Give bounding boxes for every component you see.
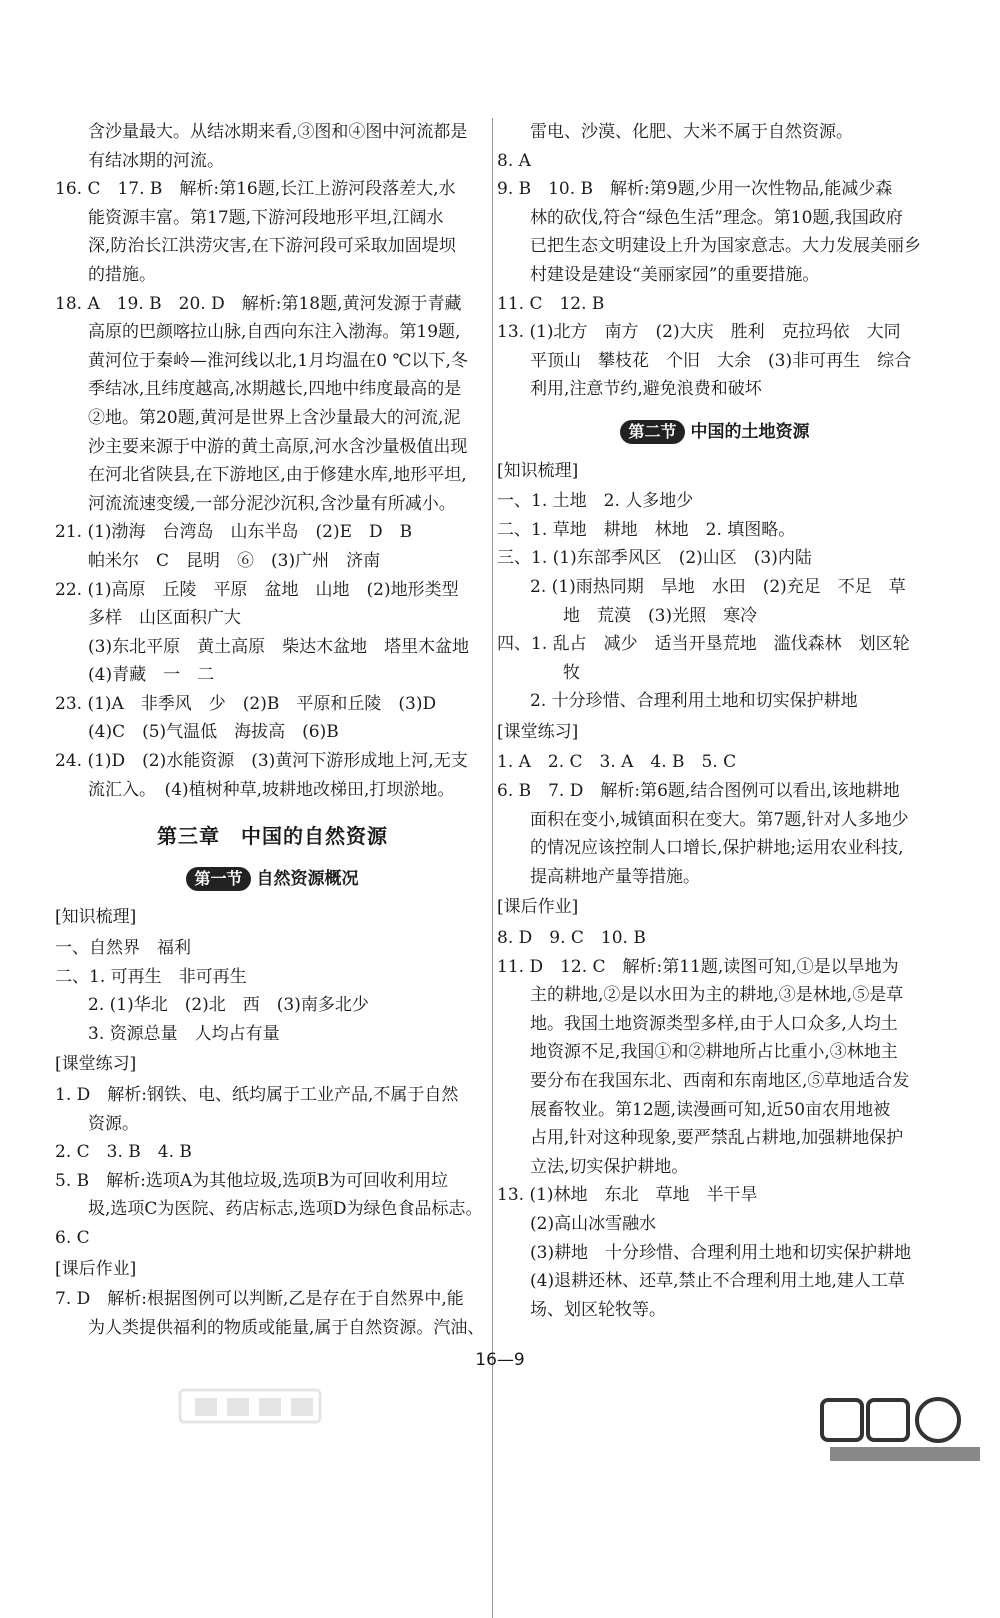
answer-line: 高原的巴颜喀拉山脉,自西向东注入渤海。第19题, <box>88 322 461 343</box>
answer-line: (4)退耕还林、还草,禁止不合理利用土地,建人工草 <box>530 1271 905 1292</box>
section-heading-2 <box>497 418 933 447</box>
section-title-1: 自然资源概况 <box>256 868 359 889</box>
answer-line: 的措施。 <box>88 264 156 285</box>
left-answers-2 <box>55 903 490 1342</box>
answer-line: 地。我国土地资源类型多样,由于人口众多,人均土 <box>530 1013 898 1034</box>
section-badge-2: 第二节 <box>620 420 684 444</box>
right-column <box>497 118 933 1324</box>
left-answers <box>55 118 490 804</box>
answer-line: [课堂练习] <box>497 721 579 742</box>
answer-line: 流汇入。 (4)植树种草,坡耕地改梯田,打坝淤地。 <box>88 779 455 800</box>
answer-line: 为人类提供福利的物质或能量,属于自然资源。汽油、 <box>88 1317 485 1338</box>
answer-line: (2)高山冰雪融水 <box>530 1213 657 1234</box>
answer-line: 要分布在我国东北、西南和东南地区,⑤草地适合发 <box>530 1071 910 1091</box>
answer-line: 6. C <box>55 1227 90 1248</box>
answer-line: 13. (1)北方 南方 (2)大庆 胜利 克拉玛依 大同 <box>497 322 901 343</box>
answer-line: 占用,针对这种现象,要严禁乱占耕地,加强耕地保护 <box>530 1128 904 1149</box>
answer-line: 利用,注意节约,避免浪费和破坏 <box>530 379 762 400</box>
answer-line: 一、1. 土地 2. 人多地少 <box>497 491 694 512</box>
chapter-title: 第三章 中国的自然资源 <box>157 824 388 849</box>
answer-line: 3. 资源总量 人均占有量 <box>88 1023 280 1044</box>
section-heading-1 <box>55 865 490 894</box>
answer-line: 季结冰,且纬度越高,冰期越长,四地中纬度最高的是 <box>88 379 462 400</box>
right-answers <box>497 118 933 404</box>
answer-line: 7. D 解析:根据图例可以判断,乙是存在于自然界中,能 <box>55 1289 464 1310</box>
answer-line: 林的砍伐,符合“绿色生活”理念。第10题,我国政府 <box>530 207 903 228</box>
answer-line: 圾,选项C为医院、药店标志,选项D为绿色食品标志。 <box>88 1199 483 1220</box>
answer-line: 二、1. 草地 耕地 林地 2. 填图略。 <box>497 519 796 540</box>
answer-line: 1. D 解析:钢铁、电、纸均属于工业产品,不属于自然 <box>55 1085 459 1105</box>
section-title-2: 中国的土地资源 <box>690 421 810 442</box>
page-number: 16—9 <box>475 1350 525 1370</box>
answer-line: 展畜牧业。第12题,读漫画可知,近50亩农用地被 <box>530 1099 891 1120</box>
answer-line: [课后作业] <box>497 897 579 918</box>
answer-line: 帕米尔 C 昆明 ⑥ (3)广州 济南 <box>88 550 381 571</box>
answer-line: 24. (1)D (2)水能资源 (3)黄河下游形成地上河,无支 <box>55 751 468 772</box>
answer-line: 主的耕地,②是以水田为主的耕地,③是林地,⑤是草 <box>530 985 904 1006</box>
answer-line: 8. D 9. C 10. B <box>497 928 646 949</box>
answer-line: 21. (1)渤海 台湾岛 山东半岛 (2)E D B <box>55 522 413 543</box>
left-column <box>55 118 490 1342</box>
answer-line: 18. A 19. B 20. D 解析:第18题,黄河发源于青藏 <box>55 293 462 314</box>
answer-site-logo-icon <box>820 1395 990 1465</box>
answer-line: 2. (1)雨热同期 旱地 水田 (2)充足 不足 草 <box>530 576 906 597</box>
answer-line: 立法,切实保护耕地。 <box>530 1156 689 1177</box>
answer-line: 在河北省陕县,在下游地区,由于修建水库,地形平坦, <box>88 465 467 486</box>
answer-line: 含沙量最大。从结冰期来看,③图和④图中河流都是 <box>88 122 468 142</box>
answer-line: 8. A <box>497 150 531 171</box>
answer-line: 能资源丰富。第17题,下游河段地形平坦,江阔水 <box>88 207 444 228</box>
answer-line: 资源。 <box>88 1113 139 1134</box>
answer-line: 牧 <box>563 662 580 683</box>
answer-line: 提高耕地产量等措施。 <box>530 866 700 887</box>
answer-line: [课堂练习] <box>55 1054 137 1075</box>
answer-line: 平顶山 攀枝花 个旧 大余 (3)非可再生 综合 <box>530 350 912 371</box>
answer-line: 雷电、沙漠、化肥、大米不属于自然资源。 <box>530 122 853 142</box>
answer-line: 场、划区轮牧等。 <box>530 1299 666 1320</box>
answer-line: (3)东北平原 黄土高原 柴达木盆地 塔里木盆地 <box>88 636 470 657</box>
answer-line: 深,防治长江洪涝灾害,在下游河段可采取加固堤坝 <box>88 236 456 257</box>
answer-line: 9. B 10. B 解析:第9题,少用一次性物品,能减少森 <box>497 179 893 200</box>
answer-line: [课后作业] <box>55 1258 137 1279</box>
answer-line: 13. (1)林地 东北 草地 半干旱 <box>497 1185 758 1206</box>
answer-line: [知识梳理] <box>55 907 137 928</box>
faint-watermark-icon <box>175 1380 325 1430</box>
answer-line: 5. B 解析:选项A为其他垃圾,选项B为可回收利用垃 <box>55 1170 449 1191</box>
answer-line: 23. (1)A 非季风 少 (2)B 平原和丘陵 (3)D <box>55 693 437 714</box>
answer-line: 11. D 12. C 解析:第11题,读图可知,①是以旱地为 <box>497 956 899 977</box>
answer-line: 的情况应该控制人口增长,保护耕地;运用农业科技, <box>530 838 904 859</box>
answer-line: 1. A 2. C 3. A 4. B 5. C <box>497 752 737 773</box>
answer-line: 有结冰期的河流。 <box>88 150 224 171</box>
answer-line: 2. 十分珍惜、合理利用土地和切实保护耕地 <box>530 691 858 712</box>
answer-line: 河流流速变缓,一部分泥沙沉积,含沙量有所减小。 <box>88 493 456 514</box>
answer-line: 黄河位于秦岭—淮河线以北,1月均温在0 ℃以下,冬 <box>88 350 468 371</box>
answer-line: 地 荒漠 (3)光照 寒冷 <box>563 605 758 626</box>
answer-line: 11. C 12. B <box>497 293 605 314</box>
answer-line: 沙主要来源于中游的黄土高原,河水含沙量极值出现 <box>88 436 468 457</box>
answer-line: 村建设是建设“美丽家园”的重要措施。 <box>530 264 820 285</box>
answer-line: 22. (1)高原 丘陵 平原 盆地 山地 (2)地形类型 <box>55 579 459 600</box>
answer-line: ②地。第20题,黄河是世界上含沙量最大的河流,泥 <box>88 407 461 428</box>
section-badge-1: 第一节 <box>186 867 250 891</box>
answer-line: 2. (1)华北 (2)北 西 (3)南多北少 <box>88 995 369 1016</box>
answer-line: 面积在变小,城镇面积在变大。第7题,针对人多地少 <box>530 809 909 830</box>
answer-line: (3)耕地 十分珍惜、合理利用土地和切实保护耕地 <box>530 1242 912 1263</box>
answer-line: 四、1. 乱占 减少 适当开垦荒地 滥伐森林 划区轮 <box>497 634 910 655</box>
answer-line: 6. B 7. D 解析:第6题,结合图例可以看出,该地耕地 <box>497 781 900 802</box>
answer-line: 已把生态文明建设上升为国家意志。大力发展美丽乡 <box>530 236 921 257</box>
answer-line: (4)青藏 一 二 <box>88 665 215 686</box>
right-answers-2 <box>497 457 933 1325</box>
answer-line: 16. C 17. B 解析:第16题,长江上游河段落差大,水 <box>55 179 456 200</box>
answer-line: 二、1. 可再生 非可再生 <box>55 966 247 987</box>
answer-line: [知识梳理] <box>497 460 579 481</box>
answer-line: 2. C 3. B 4. B <box>55 1142 192 1163</box>
answer-line: 地资源不足,我国①和②耕地所占比重小,③林地主 <box>530 1042 898 1063</box>
answer-line: (4)C (5)气温低 海拔高 (6)B <box>88 722 339 743</box>
answer-line: 三、1. (1)东部季风区 (2)山区 (3)内陆 <box>497 548 812 569</box>
answer-line: 一、自然界 福利 <box>55 938 191 959</box>
column-divider <box>492 118 493 1618</box>
answer-line: 多样 山区面积广大 <box>88 608 241 629</box>
